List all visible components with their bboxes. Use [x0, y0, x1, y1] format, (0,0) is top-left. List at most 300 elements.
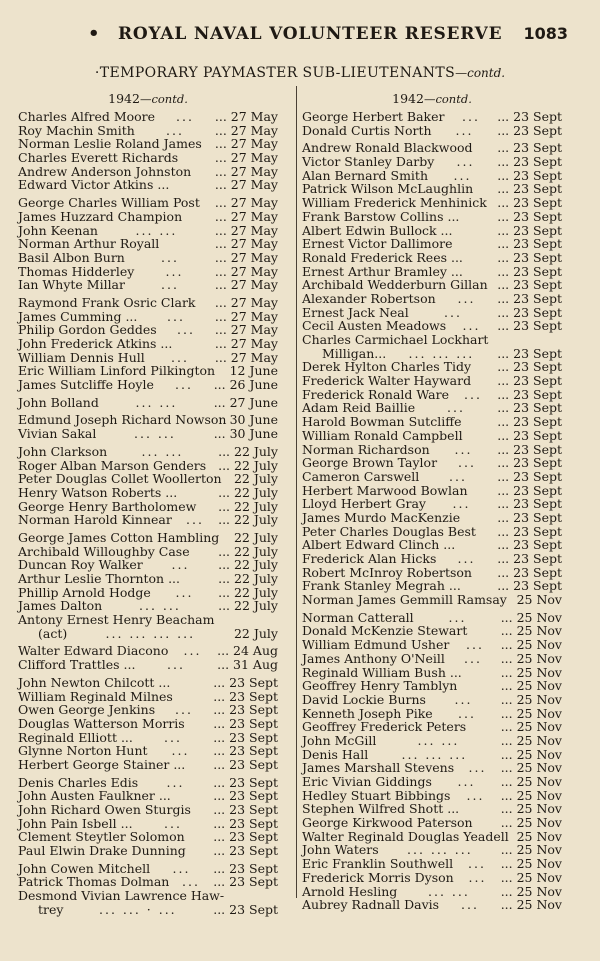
officer-name: George Henry Bartholomew — [18, 498, 197, 514]
list-item — [18, 124, 278, 138]
seniority-date: ... 27 May — [214, 263, 278, 279]
officer-name: Cecil Austen Meadows — [302, 318, 447, 334]
list-item — [18, 531, 278, 545]
list-item — [302, 415, 562, 429]
leader-dots: ... — [455, 122, 474, 138]
list-item — [18, 817, 278, 831]
officer-name: Henry Watson Roberts ... — [18, 484, 178, 500]
list-item — [302, 333, 562, 347]
leader-dots: ... — [171, 349, 189, 365]
list-item — [302, 693, 562, 707]
seniority-date: ... 25 Nov — [500, 897, 562, 913]
list-item — [302, 224, 562, 238]
officer-name: Donald McKenzie Stewart — [302, 623, 468, 639]
list-item — [302, 679, 562, 693]
leader-dots: ... ... — [135, 394, 178, 410]
officer-name: Edmund Joseph Richard Nowson — [18, 412, 227, 428]
list-item — [302, 734, 562, 748]
seniority-date: ... 23 Sept — [497, 386, 562, 402]
officer-name: Antony Ernest Henry Beacham — [18, 612, 215, 628]
list-item — [18, 889, 278, 903]
list-item — [18, 396, 278, 410]
seniority-date: ... 22 July — [218, 584, 278, 600]
officer-name: Norman Richardson — [302, 441, 430, 457]
list-item — [18, 558, 278, 572]
seniority-date: ... 22 July — [218, 557, 278, 573]
leader-dots: ... — [454, 441, 473, 457]
leader-dots: ... ... — [139, 598, 181, 614]
seniority-date: ... 23 Sept — [213, 774, 278, 790]
list-item — [18, 210, 278, 224]
list-item — [18, 378, 278, 392]
page-header — [0, 22, 600, 48]
seniority-date: ... 27 May — [214, 163, 278, 179]
officer-name: Robert McInroy Robertson — [302, 564, 472, 580]
seniority-date: ... 23 Sept — [497, 441, 562, 457]
officer-name: Albert Edwin Bullock ... — [302, 222, 453, 238]
seniority-date: ... 23 Sept — [497, 482, 562, 498]
list-item — [302, 775, 562, 789]
list-item — [302, 347, 562, 361]
seniority-date: ... 23 Sept — [497, 208, 562, 224]
leader-dots: ... — [456, 154, 475, 170]
officer-name: (act) — [38, 625, 68, 641]
seniority-date: ... 27 May — [214, 122, 278, 138]
list-item — [18, 676, 278, 690]
seniority-date: ... 27 May — [214, 249, 278, 265]
seniority-date: ... 23 Sept — [213, 674, 278, 690]
officer-name: Albert Edward Clinch ... — [302, 537, 456, 553]
list-item — [18, 862, 278, 876]
list-item — [18, 323, 278, 337]
list-item — [302, 429, 562, 443]
seniority-date: 12 June — [229, 363, 278, 379]
seniority-date: ... 23 Sept — [213, 729, 278, 745]
officer-name: Patrick Thomas Dolman — [18, 874, 170, 890]
officer-name: Adam Reid Baillie — [302, 400, 416, 416]
list-item — [302, 265, 562, 279]
officer-name: John Frederick Atkins ... — [18, 336, 173, 351]
officer-name: Douglas Watterson Morris — [18, 715, 185, 731]
leader-dots: ... — [176, 109, 194, 124]
list-item — [18, 572, 278, 586]
list-item — [18, 413, 278, 427]
leader-dots: ... — [175, 584, 194, 600]
officer-name: Archibald Wedderburn Gillan — [302, 277, 488, 293]
seniority-date: ... 25 Nov — [500, 787, 562, 803]
leader-dots: ... — [161, 249, 179, 265]
leader-dots: ... — [171, 557, 190, 573]
seniority-date: ... 23 Sept — [213, 860, 278, 876]
seniority-date: ... 23 Sept — [497, 414, 562, 430]
seniority-date: ... 25 Nov — [500, 760, 562, 776]
officer-name: John Newton Chilcott ... — [18, 674, 171, 690]
list-item — [18, 658, 278, 672]
seniority-date: ... 23 Sept — [497, 551, 562, 566]
list-item — [18, 151, 278, 165]
list-item — [302, 470, 562, 484]
list-item — [302, 443, 562, 457]
leader-dots: ... — [164, 815, 182, 831]
leader-dots: ... — [165, 263, 184, 279]
list-item — [302, 511, 562, 525]
officer-name: Norman Leslie Roland James — [18, 136, 202, 152]
officer-name: Geoffrey Henry Tamblyn — [302, 678, 458, 694]
leader-dots: ... — [167, 308, 185, 324]
leader-dots: ... — [458, 705, 476, 721]
officer-name: Geoffrey Frederick Peters — [302, 719, 467, 735]
officer-name: George James Cotton Hambling — [18, 529, 220, 545]
list-item — [302, 707, 562, 721]
list-item — [18, 110, 278, 124]
seniority-date: ... 23 Sept — [497, 222, 562, 238]
officer-name: Stephen Wilfred Shott ... — [302, 801, 460, 817]
list-item — [302, 155, 562, 169]
seniority-date: ... 25 Nov — [500, 746, 562, 762]
leader-dots: ... — [183, 643, 202, 659]
leader-dots: ... — [182, 874, 200, 890]
seniority-date: ... 23 Sept — [497, 181, 562, 197]
officer-name: Clifford Trattles ... — [18, 657, 136, 673]
leader-dots: ... — [172, 860, 191, 876]
list-item — [302, 141, 562, 155]
list-item — [302, 552, 562, 566]
seniority-date: ... 23 Sept — [213, 901, 278, 917]
list-item — [302, 638, 562, 652]
leader-dots: ... — [449, 468, 467, 484]
list-item — [302, 319, 562, 333]
list-item — [302, 497, 562, 511]
officer-name: Kenneth Joseph Pike — [302, 705, 433, 721]
officer-name: Cameron Carswell — [302, 468, 420, 484]
officer-name: James Sutcliffe Hoyle — [18, 377, 154, 393]
seniority-date: ... 23 Sept — [213, 756, 278, 772]
seniority-date: 22 July — [233, 625, 278, 641]
seniority-date: ... 25 Nov — [500, 637, 562, 653]
leader-dots: ... — [464, 650, 482, 666]
seniority-date: ... 23 Sept — [213, 715, 278, 731]
officer-name: Eric Franklin Southwell — [302, 856, 454, 872]
seniority-date: ... 31 Aug — [217, 657, 278, 673]
list-item — [18, 731, 278, 745]
year-right-contd: —contd. — [423, 92, 472, 106]
list-item — [18, 500, 278, 514]
officer-name: John McGill — [302, 732, 377, 748]
officer-name: Donald Curtis North — [302, 122, 432, 138]
officer-name: Victor Stanley Darby — [302, 154, 435, 170]
seniority-date: 30 June — [229, 412, 278, 428]
list-item — [18, 513, 278, 527]
officer-name: John Keenan — [18, 222, 98, 238]
list-item — [302, 843, 562, 857]
list-item — [302, 110, 562, 124]
list-item — [302, 237, 562, 251]
list-item — [302, 456, 562, 470]
list-item — [302, 761, 562, 775]
list-item — [18, 251, 278, 265]
officer-name: Frederick Morris Dyson — [302, 869, 454, 885]
officer-name: Thomas Hidderley — [18, 263, 135, 279]
officer-name: Derek Hylton Charles Tidy — [302, 359, 472, 375]
officer-name: Peter Douglas Collet Woollerton — [18, 471, 222, 487]
list-item — [18, 427, 278, 441]
seniority-date: ... 25 Nov — [500, 732, 562, 748]
list-item — [18, 445, 278, 459]
officer-name: William Edmund Usher — [302, 637, 450, 653]
seniority-date: ... 23 Sept — [497, 195, 562, 211]
officer-name: Denis Hall — [302, 746, 369, 762]
leader-dots: ... — [457, 551, 476, 566]
leader-dots: ... ... — [135, 222, 178, 238]
list-item — [18, 758, 278, 772]
list-item — [18, 178, 278, 192]
list-item — [302, 885, 562, 899]
leader-dots: ... — [448, 609, 467, 625]
list-item — [18, 459, 278, 473]
officer-name: James Huzzard Champion — [18, 208, 183, 224]
list-item — [18, 599, 278, 613]
column-divider — [296, 86, 297, 898]
seniority-date: ... 23 Sept — [497, 154, 562, 170]
leader-dots: ... ... ... — [408, 345, 475, 361]
leader-dots: ... ... — [428, 883, 470, 899]
seniority-date: ... 24 Aug — [217, 643, 278, 659]
officer-name: Frederick Walter Hayward — [302, 373, 472, 389]
seniority-date: ... 23 Sept — [497, 304, 562, 320]
year-heading-right — [302, 90, 562, 108]
seniority-date: ... 23 Sept — [497, 277, 562, 293]
seniority-date: ... 23 Sept — [213, 815, 278, 831]
officer-name: William Reginald Milnes — [18, 688, 173, 704]
seniority-date: ... 23 Sept — [497, 122, 562, 138]
seniority-date: ... 23 Sept — [213, 802, 278, 817]
list-item — [302, 525, 562, 539]
list-item — [18, 224, 278, 238]
officer-name: James Cumming ... — [18, 308, 138, 324]
list-item — [302, 611, 562, 625]
officer-name: trey — [38, 901, 64, 917]
list-item — [18, 278, 278, 292]
seniority-date: ... 23 Sept — [497, 578, 562, 594]
officer-name: John Austen Faulkner ... — [18, 788, 171, 804]
seniority-date: ... 27 May — [214, 322, 278, 338]
list-item — [18, 844, 278, 858]
leader-dots: ... — [161, 277, 179, 293]
officer-name: John Cowen Mitchell — [18, 860, 151, 876]
section-title-text: TEMPORARY PAYMASTER SUB-LIEUTENANTS — [99, 65, 456, 81]
leader-dots: ... — [175, 702, 193, 718]
list-item — [302, 816, 562, 830]
officer-name: Norman Arthur Royall — [18, 236, 160, 252]
list-item — [18, 875, 278, 889]
list-item — [302, 169, 562, 183]
leader-dots: ... — [468, 760, 487, 776]
seniority-date: ... 27 May — [214, 349, 278, 365]
leader-dots: ... — [167, 657, 185, 673]
seniority-date: ... 27 May — [214, 208, 278, 224]
seniority-date: 25 Nov — [516, 828, 562, 844]
seniority-date: ... 23 Sept — [213, 702, 278, 718]
leader-dots: ... — [166, 774, 185, 790]
seniority-date: ... 25 Nov — [500, 815, 562, 831]
seniority-date: ... 22 July — [218, 598, 278, 614]
list-item — [302, 830, 562, 844]
officer-name: Andrew Ronald Blackwood — [302, 140, 473, 156]
officer-name: Herbert Marwood Bowlan — [302, 482, 468, 498]
leader-dots: ... — [461, 897, 479, 913]
officer-name: Eric Vivian Giddings — [302, 774, 432, 789]
officer-name: Reginald William Bush ... — [302, 664, 462, 680]
list-item — [18, 717, 278, 731]
officer-name: Roger Alban Marson Genders — [18, 457, 207, 473]
officer-name: James Murdo MacKenzie — [302, 509, 461, 525]
seniority-date: ... 23 Sept — [497, 564, 562, 580]
officer-name: Charles Alfred Moore — [18, 109, 156, 124]
list-item — [302, 484, 562, 498]
officer-name: James Marshall Stevens — [302, 760, 455, 776]
seniority-date: ... 23 Sept — [213, 688, 278, 704]
seniority-date: ... 25 Nov — [500, 869, 562, 885]
officer-name: John Pain Isbell ... — [18, 815, 133, 831]
list-item — [302, 857, 562, 871]
seniority-date: ... 27 May — [214, 222, 278, 238]
seniority-date: ... 22 July — [218, 443, 278, 459]
year-heading-left — [18, 90, 278, 108]
list-item — [302, 292, 562, 306]
officer-name: Frederick Alan Hicks — [302, 551, 437, 566]
list-item — [302, 374, 562, 388]
seniority-date: ... 30 June — [213, 426, 278, 442]
list-item — [18, 165, 278, 179]
leader-dots: ... — [175, 377, 193, 393]
seniority-date: ... 25 Nov — [500, 801, 562, 817]
list-item — [302, 124, 562, 138]
seniority-date: ... 23 Sept — [213, 829, 278, 845]
list-item — [302, 566, 562, 580]
seniority-date: ... 23 Sept — [497, 249, 562, 265]
seniority-date: ... 23 Sept — [497, 373, 562, 389]
seniority-date: ... 23 Sept — [497, 427, 562, 443]
officer-name: Roy Machin Smith — [18, 122, 135, 138]
leader-dots: ... ... — [417, 732, 460, 748]
officer-name: John Waters — [302, 842, 379, 858]
leader-dots: ... — [452, 496, 471, 512]
list-item — [18, 644, 278, 658]
officer-name: Aubrey Radnall Davis — [302, 897, 440, 913]
list-item — [18, 265, 278, 279]
seniority-date: ... 23 Sept — [497, 345, 562, 361]
officer-name: Milligan... — [322, 345, 387, 361]
list-item — [302, 748, 562, 762]
list-item — [18, 744, 278, 758]
list-item — [302, 306, 562, 320]
officer-name: John Bolland — [18, 394, 99, 410]
list-item — [302, 251, 562, 265]
seniority-date: ... 23 Sept — [497, 290, 562, 306]
list-item — [302, 871, 562, 885]
leader-dots: ... — [462, 109, 480, 124]
leader-dots: ... — [466, 637, 484, 653]
list-item — [18, 690, 278, 704]
officer-name: Harold Bowman Sutcliffe — [302, 414, 462, 430]
officer-name: Clement Steytler Solomon — [18, 829, 185, 845]
seniority-date: ... 23 Sept — [497, 263, 562, 279]
list-item — [18, 803, 278, 817]
seniority-date: ... 23 Sept — [497, 400, 562, 416]
list-item — [18, 586, 278, 600]
seniority-date: 22 July — [233, 529, 278, 545]
list-item — [302, 624, 562, 638]
officer-name: Philip Gordon Geddes — [18, 322, 157, 338]
leader-dots: ... — [164, 729, 182, 745]
seniority-date: ... 23 Sept — [213, 843, 278, 859]
seniority-date: ... 23 Sept — [497, 496, 562, 512]
list-item — [302, 210, 562, 224]
leader-dots: ... — [468, 869, 487, 885]
list-item — [18, 776, 278, 790]
list-item — [18, 903, 278, 917]
seniority-date: ... 25 Nov — [500, 883, 562, 899]
seniority-date: ... 23 Sept — [497, 359, 562, 375]
officer-name: Hedley Stuart Bibbings — [302, 787, 451, 803]
officer-name: Glynne Norton Hunt — [18, 743, 148, 759]
officer-name: Arnold Hesling — [302, 883, 398, 899]
seniority-date: ... 27 May — [214, 109, 278, 124]
list-item — [302, 802, 562, 816]
year-right: 1942 — [392, 91, 424, 106]
right-column — [302, 90, 562, 912]
officer-name: John Richard Owen Sturgis — [18, 802, 191, 817]
seniority-date: ... 23 Sept — [497, 537, 562, 553]
seniority-date: ... 25 Nov — [500, 842, 562, 858]
leader-dots: ... ... · ... — [99, 901, 177, 917]
officer-name: George Charles William Post — [18, 195, 200, 211]
leader-dots: ... ... ... — [407, 842, 473, 858]
officer-name: William Dennis Hull — [18, 349, 145, 365]
seniority-date: ... 22 July — [218, 484, 278, 500]
list-item — [18, 703, 278, 717]
seniority-date: ... 27 May — [214, 308, 278, 324]
list-item — [18, 830, 278, 844]
leader-dots: ... ... — [141, 443, 184, 459]
section-prefix: · — [94, 65, 100, 81]
seniority-date: ... 25 Nov — [500, 691, 562, 707]
officer-name: Ernest Arthur Bramley ... — [302, 263, 463, 279]
leader-dots: ... — [457, 290, 476, 306]
seniority-date: ... 27 May — [214, 136, 278, 152]
list-item — [18, 472, 278, 486]
leader-dots: ... — [466, 787, 485, 803]
officer-name: Eric William Linford Pilkington — [18, 363, 216, 379]
officer-name: Alexander Robertson — [302, 290, 436, 306]
officer-name: Ronald Frederick Rees ... — [302, 249, 463, 265]
leader-dots: ... — [447, 400, 465, 416]
officer-name: David Lockie Burns — [302, 691, 426, 707]
seniority-date: ... 23 Sept — [497, 140, 562, 156]
seniority-date: ... 23 Sept — [497, 109, 562, 124]
section-contd: —contd. — [455, 66, 506, 80]
list-item — [302, 789, 562, 803]
seniority-date: ... 27 May — [214, 277, 278, 293]
seniority-date: 22 July — [233, 471, 278, 487]
list-item — [18, 237, 278, 251]
officer-name: John Clarkson — [18, 443, 108, 459]
list-item — [18, 613, 278, 627]
leader-dots: ... — [458, 455, 476, 471]
seniority-date: ... 22 July — [218, 498, 278, 514]
seniority-date: ... 25 Nov — [500, 609, 562, 625]
leader-dots: ... ... — [134, 426, 176, 442]
